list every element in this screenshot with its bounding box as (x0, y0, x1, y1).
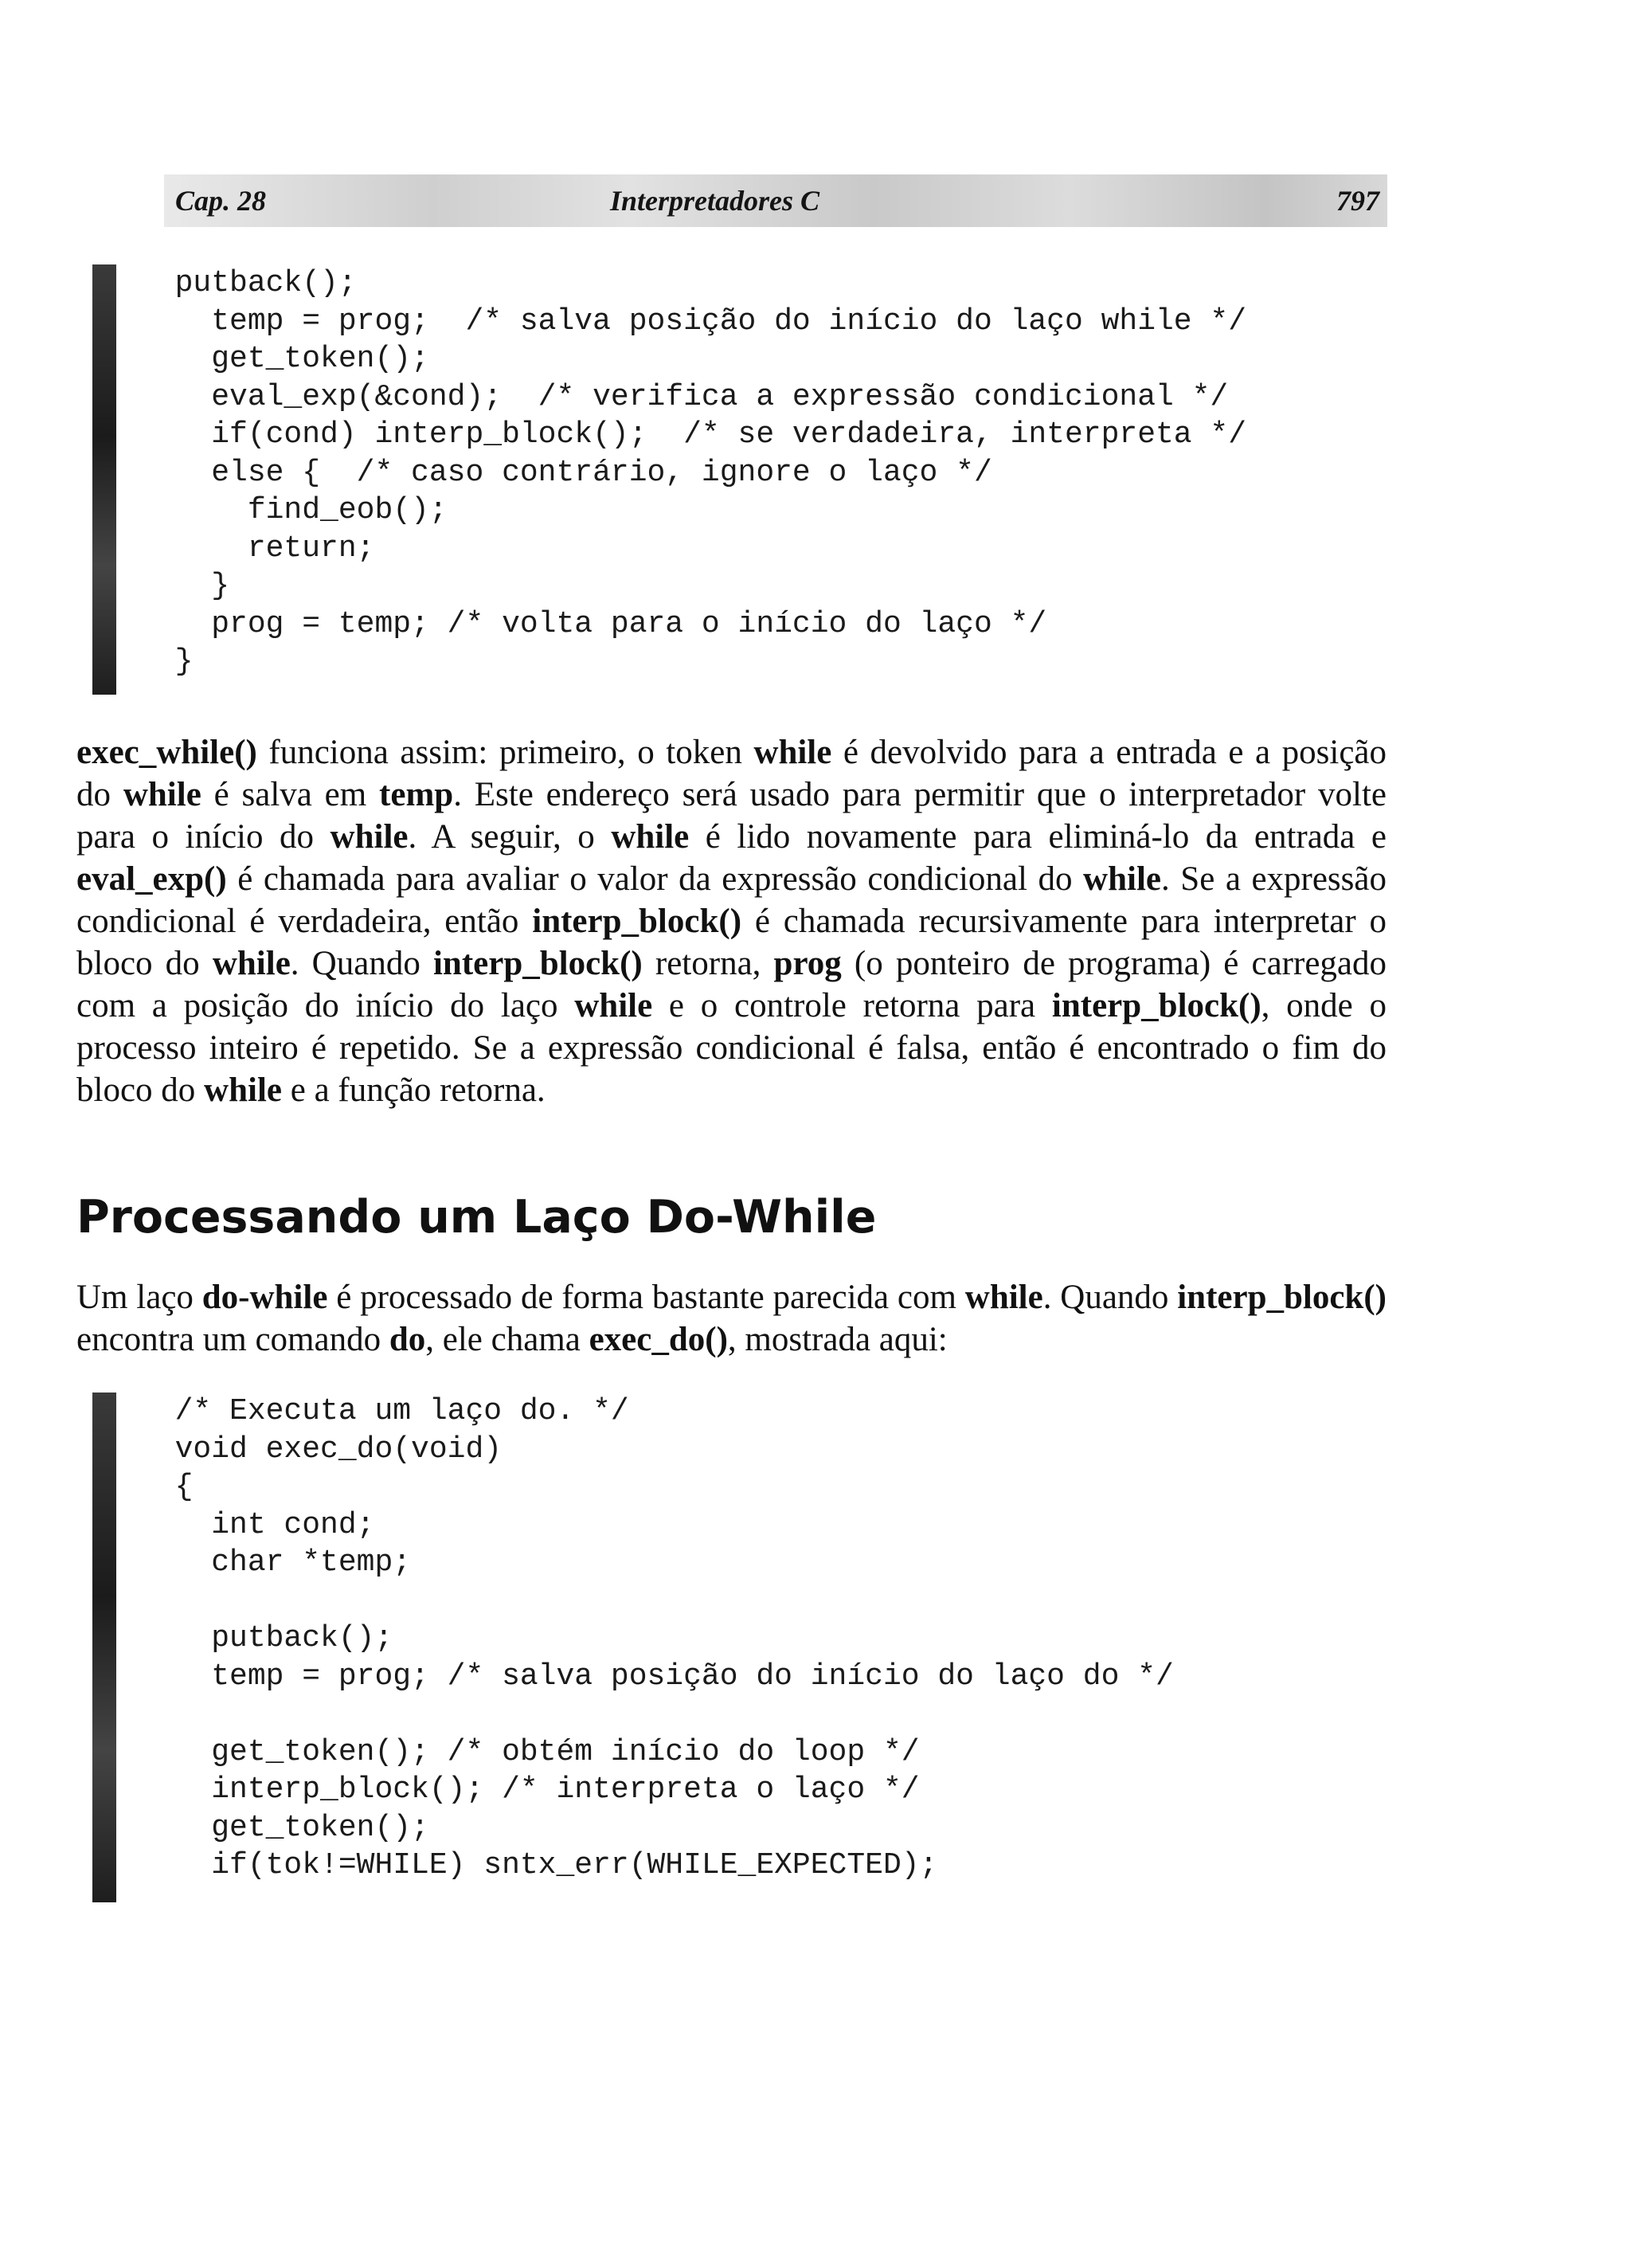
code-line: return; (139, 531, 375, 566)
paragraph-do-while-intro (76, 1276, 1387, 1361)
code-line: prog = temp; /* volta para o início do laço */ (139, 606, 1047, 641)
code-margin-bar (92, 264, 116, 695)
code-text (139, 1393, 1174, 1885)
code-margin-bar (92, 1393, 116, 1902)
code-term: interp_block() (1051, 987, 1261, 1024)
text-run: funciona assim: primeiro, o token (256, 734, 754, 771)
code-term: exec_do() (589, 1321, 728, 1358)
code-line: temp = prog; /* salva posição do início do laço do */ (139, 1659, 1174, 1694)
text-run: é devolvido para a entrada e a posição do (76, 734, 1387, 813)
code-line: int cond; (139, 1507, 375, 1542)
code-line (139, 1582, 1174, 1620)
code-term: while (964, 1279, 1043, 1316)
chapter-label: Cap. 28 (175, 185, 267, 217)
text-run: e o controle retorna para (652, 987, 1052, 1024)
text-run: . Este endereço será usado para permitir que o interpretador volte para o início do (76, 776, 1387, 856)
code-term: while (1083, 860, 1161, 898)
code-term: interp_block() (532, 903, 742, 940)
chapter-title: Interpretadores C (610, 185, 820, 217)
code-line: putback(); (139, 1621, 393, 1655)
code-line: find_eob(); (139, 493, 448, 527)
section-heading: Processando um Laço Do-While (76, 1191, 877, 1244)
text-run: é processado de forma bastante parecida com (327, 1279, 965, 1316)
code-line: /* Executa um laço do. */ (139, 1394, 629, 1428)
code-line: get_token(); (139, 342, 429, 376)
code-term: while (123, 776, 201, 813)
code-line: if(tok!=WHILE) sntx_err(WHILE_EXPECTED); (139, 1848, 938, 1882)
code-line: interp_block(); /* interpreta o laço */ (139, 1772, 920, 1807)
text-run: . Quando (1042, 1279, 1178, 1316)
code-term: while (204, 1071, 282, 1109)
code-term: while (611, 818, 690, 856)
code-line: if(cond) interp_block(); /* se verdadeira, interpreta */ (139, 417, 1247, 452)
text-run: encontra um comando (76, 1321, 389, 1358)
code-line: char *temp; (139, 1545, 412, 1580)
code-term: while (330, 818, 409, 856)
text-run: e a função retorna. (282, 1071, 546, 1109)
code-line (139, 1695, 1174, 1733)
paragraph-exec-while (76, 731, 1387, 1111)
text-run: é chamada para avaliar o valor da expressão condicional do (226, 860, 1084, 898)
code-line: else { /* caso contrário, ignore o laço */ (139, 455, 992, 490)
code-term: temp (379, 776, 454, 813)
code-line: temp = prog; /* salva posição do início do laço while */ (139, 304, 1247, 339)
code-line: get_token(); /* obtém início do loop */ (139, 1734, 920, 1769)
code-term: interp_block() (432, 945, 643, 982)
running-header (164, 174, 1387, 227)
text-run: é lido novamente para eliminá-lo da entrada e (689, 818, 1387, 856)
code-line: get_token(); (139, 1810, 429, 1845)
code-term: while (212, 945, 291, 982)
page-number: 797 (1336, 185, 1379, 217)
code-line: void exec_do(void) (139, 1432, 503, 1467)
text-run: . Se a expressão condicional é verdadeira, então (76, 860, 1387, 940)
code-term: do-while (201, 1279, 328, 1316)
code-term: exec_while() (76, 734, 257, 771)
code-line: putback(); (139, 266, 357, 300)
code-line: } (139, 644, 194, 679)
code-line: { (139, 1470, 194, 1504)
code-term: while (574, 987, 653, 1024)
text-run: Um laço (76, 1279, 202, 1316)
code-line: eval_exp(&cond); /* verifica a expressão condicional */ (139, 379, 1229, 414)
text-run: , ele chama (425, 1321, 589, 1358)
text-run: . Quando (290, 945, 433, 982)
text-run: , onde o processo inteiro é repetido. Se a expressão condicional é falsa, então é encontrado o fim do bloco do (76, 987, 1387, 1109)
text-run: é salva em (201, 776, 380, 813)
code-term: prog (773, 945, 842, 982)
text-run: retorna, (642, 945, 774, 982)
code-text (139, 264, 1246, 681)
code-term: eval_exp() (76, 860, 227, 898)
code-line: } (139, 569, 230, 603)
code-term: while (753, 734, 832, 771)
code-term: do (389, 1321, 426, 1358)
text-run: é chamada recursivamente para interpretar o bloco do (76, 903, 1387, 982)
text-run: , mostrada aqui: (727, 1321, 948, 1358)
text-run: . A seguir, o (408, 818, 612, 856)
code-term: interp_block() (1177, 1279, 1387, 1316)
text-run: (o ponteiro de programa) é carregado com a posição do início do laço (76, 945, 1387, 1024)
